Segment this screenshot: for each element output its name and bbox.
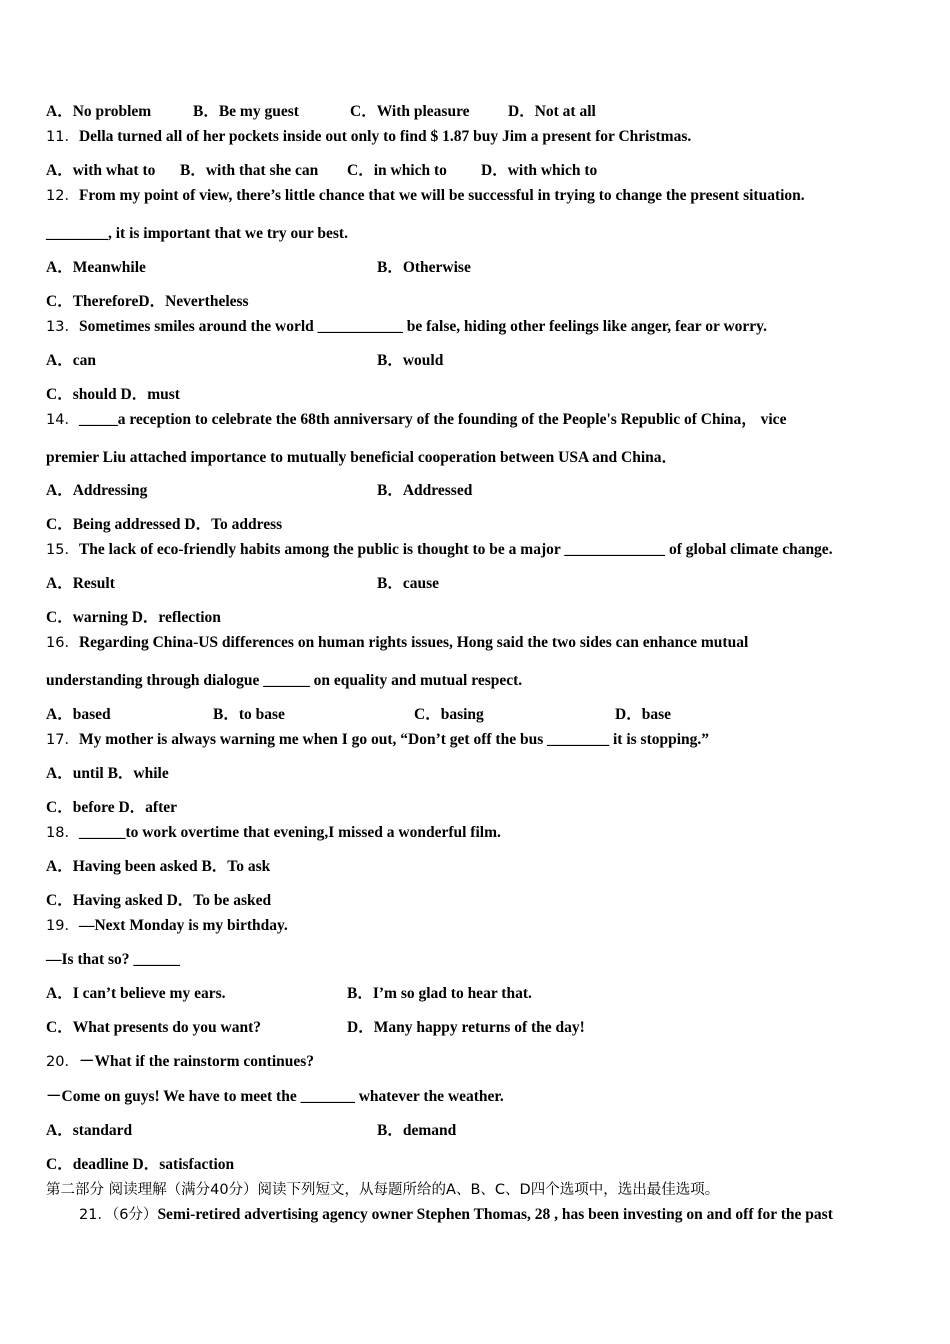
question-text: －What if the rainstorm continues? [78,1053,315,1070]
q10-option-c: C．With pleasure [350,103,470,120]
question-text: —Next Monday is my birthday. [78,917,288,934]
question-15 [46,541,833,559]
question-16 [46,634,748,652]
question-20-cont: －Come on guys! We have to meet the _______ whatever the weather. [46,1088,504,1105]
q16-option-a: A．based [46,706,111,723]
q20-option-b: B．demand [377,1122,457,1139]
q15-option-cd: C．warning D．reflection [46,609,221,626]
question-19 [46,917,288,935]
q11-option-a: A．with what to [46,162,156,179]
question-number: 12． [46,188,79,204]
q19-option-b: B．I’m so glad to hear that. [347,985,532,1002]
q20-option-a: A．standard [46,1122,133,1139]
question-number: 17． [46,732,79,748]
question-number: 20． [46,1054,79,1070]
q11-option-b: B．with that she can [180,162,319,179]
q15-option-a: A．Result [46,575,115,592]
q16-option-b: B．to base [213,706,285,723]
question-number: 18． [46,825,79,841]
q20-option-cd: C．deadline D．satisfaction [46,1156,235,1173]
question-number: 21．（6分） [79,1207,158,1223]
question-14-cont: premier Liu attached importance to mutually beneficial cooperation between USA and China． [46,449,678,466]
question-20 [46,1053,314,1071]
q11-option-c: C．in which to [347,162,447,179]
q16-option-c: C．basing [414,706,484,723]
question-number: 14． [46,412,79,428]
question-number: 16． [46,635,79,651]
q18-option-cd: C．Having asked D．To be asked [46,892,272,909]
q14-option-cd: C．Being addressed D．To address [46,516,283,533]
question-number: 19． [46,918,79,934]
question-12-cont: ________, it is important that we try our best. [46,225,348,242]
q13-option-cd: C．should D．must [46,386,180,403]
question-number: 11． [46,129,79,145]
question-14 [46,411,786,429]
q16-option-d: D．base [615,706,671,723]
question-text: _____a reception to celebrate the 68th anniversary of the founding of the People's Republic of China， vice [78,411,787,428]
question-number: 15． [46,542,79,558]
q19-option-a: A．I can’t believe my ears. [46,985,226,1002]
question-text: My mother is always warning me when I go out, “Don’t get off the bus ________ it is stopping.” [78,731,710,748]
question-12 [46,187,805,205]
q17-option-cd: C．before D．after [46,799,177,816]
question-text: Sometimes smiles around the world ___________ be false, hiding other feelings like anger, fear or worry. [78,318,767,335]
q13-option-b: B．would [377,352,444,369]
question-number: 13． [46,319,79,335]
q14-option-b: B．Addressed [377,482,473,499]
question-text: The lack of eco-friendly habits among the public is thought to be a major _____________ of global climate change. [78,541,833,558]
section-2-heading: 第二部分 阅读理解（满分40分）阅读下列短文，从每题所给的A、B、C、D四个选项中，选出最佳选项。 [46,1182,720,1198]
q12-option-b: B．Otherwise [377,259,471,276]
question-18 [46,824,501,842]
q14-option-a: A．Addressing [46,482,148,499]
question-17 [46,731,709,749]
question-text: Semi-retired advertising agency owner Stephen Thomas, 28 , has been investing on and off for the past [157,1206,833,1223]
q11-option-d: D．with which to [481,162,598,179]
question-text: From my point of view, there’s little chance that we will be successful in trying to change the present situation. [78,187,805,204]
q15-option-b: B．cause [377,575,440,592]
question-21 [79,1206,833,1224]
question-13 [46,318,767,336]
q17-option-ab: A．until B．while [46,765,169,782]
q18-option-ab: A．Having been asked B．To ask [46,858,271,875]
question-text: Regarding China-US differences on human rights issues, Hong said the two sides can enhance mutual [78,634,749,651]
question-text: ______to work overtime that evening,I missed a wonderful film. [78,824,501,841]
question-19-cont: —Is that so? ______ [46,951,180,968]
q12-option-cd: C．ThereforeD．Nevertheless [46,293,249,310]
question-text: Della turned all of her pockets inside out only to find $ 1.87 buy Jim a present for Christmas. [78,128,692,145]
q10-option-d: D．Not at all [508,103,596,120]
q10-option-a: A．No problem [46,103,152,120]
q19-option-d: D．Many happy returns of the day! [347,1019,585,1036]
question-16-cont: understanding through dialogue ______ on equality and mutual respect. [46,672,523,689]
q10-option-b: B．Be my guest [193,103,299,120]
q13-option-a: A．can [46,352,96,369]
question-11 [46,128,691,146]
q12-option-a: A．Meanwhile [46,259,146,276]
q19-option-c: C．What presents do you want? [46,1019,262,1036]
